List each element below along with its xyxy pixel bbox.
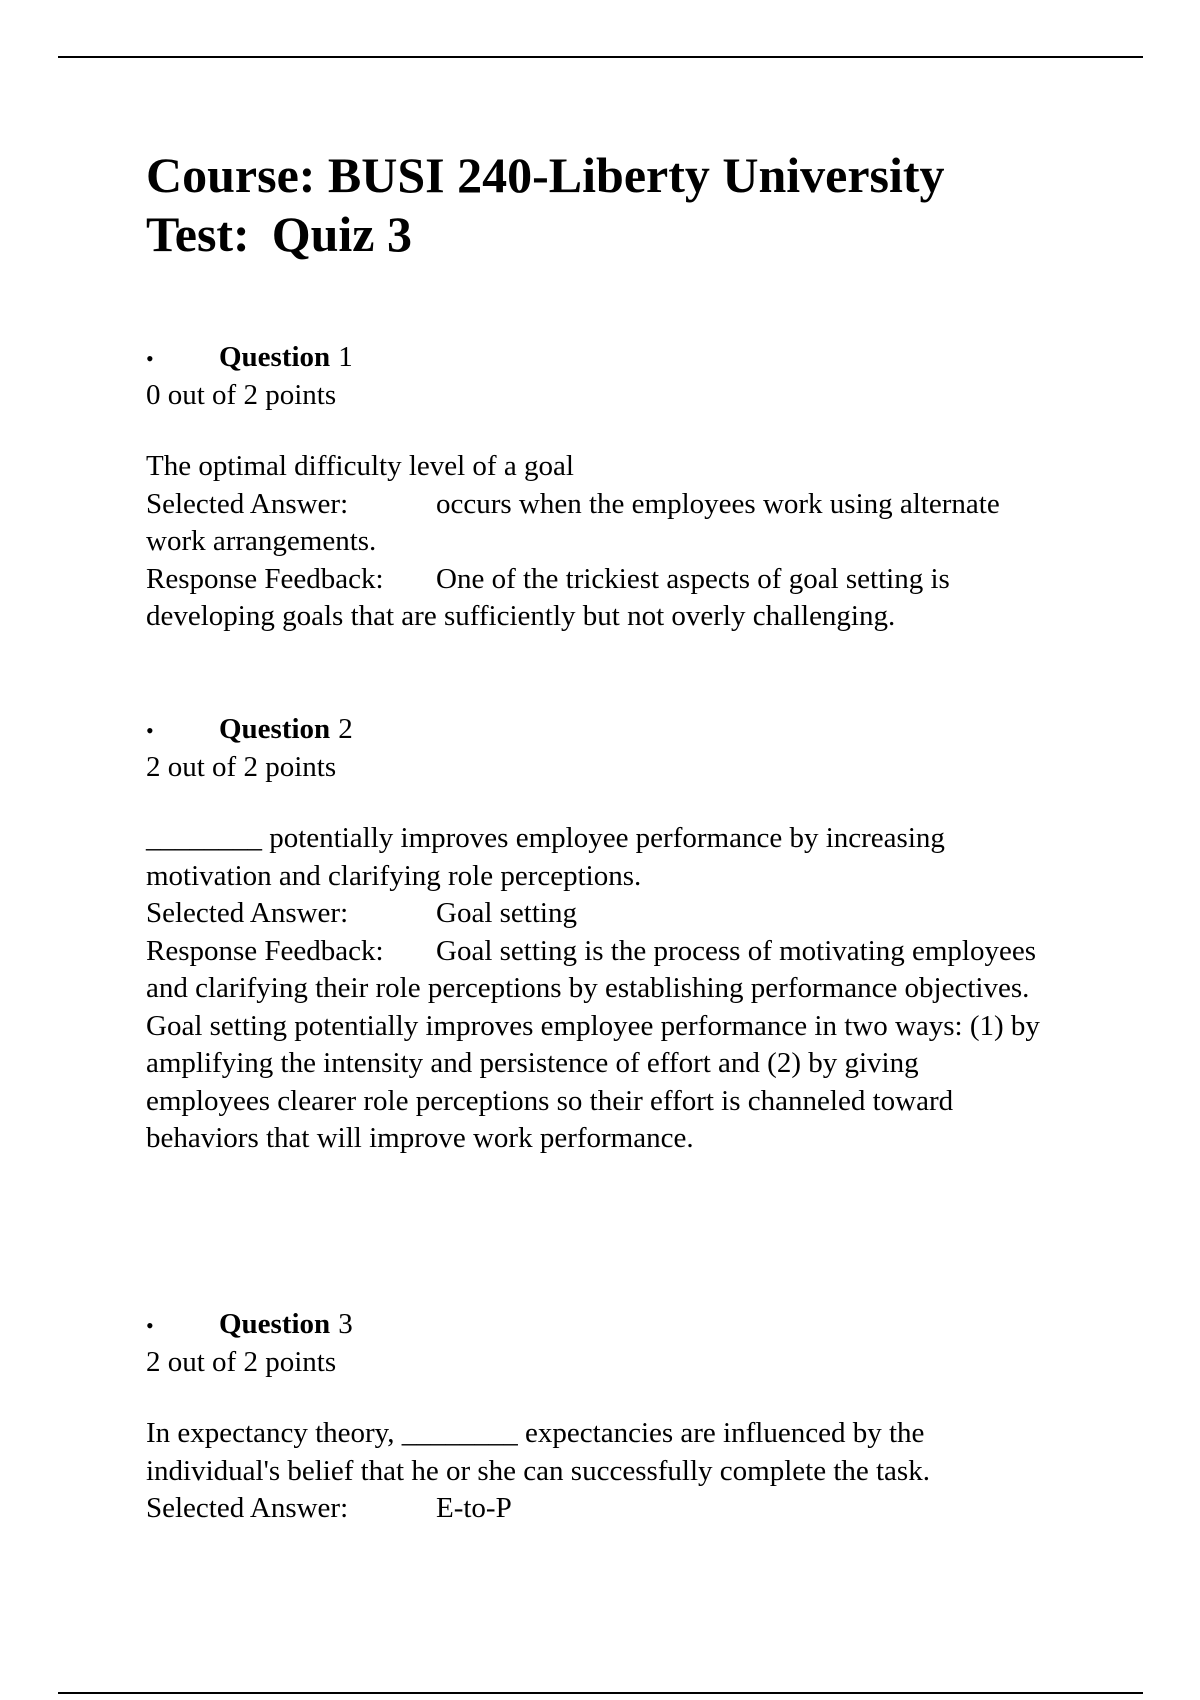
question-score: 2 out of 2 points xyxy=(146,1345,337,1378)
question-label: Question xyxy=(219,713,331,745)
question-number: 1 xyxy=(338,341,353,373)
question-score: 0 out of 2 points xyxy=(146,378,337,411)
response-feedback-label: Response Feedback: xyxy=(146,934,384,967)
response-feedback-text: One of the trickiest aspects of goal setting is developing goals that are sufficiently but not overly challenging. xyxy=(146,562,950,632)
selected-answer-label: Selected Answer: xyxy=(146,897,349,929)
question-label: Question xyxy=(219,341,331,373)
question-heading xyxy=(146,1306,1046,1344)
question-text: ________ potentially improves employee performance by increasing motivation and clarifying role perceptions. xyxy=(146,822,945,892)
question-heading xyxy=(146,711,1046,749)
test-label: Test: xyxy=(146,206,250,262)
bullet-icon: • xyxy=(146,346,154,371)
selected-answer-label: Selected Answer: xyxy=(146,487,349,520)
response-feedback-row xyxy=(146,933,1046,1158)
course-line: Course: BUSI 240-Liberty University xyxy=(146,147,945,203)
bullet-icon: • xyxy=(146,1313,154,1338)
selected-answer-row xyxy=(146,486,1046,561)
bottom-rule xyxy=(58,1692,1143,1694)
question-heading xyxy=(146,339,1046,377)
response-feedback-row xyxy=(146,561,1046,636)
bullet-icon: • xyxy=(146,718,154,743)
selected-answer-label: Selected Answer: xyxy=(146,1492,349,1524)
top-rule xyxy=(58,56,1143,58)
question-text: The optimal difficulty level of a goal xyxy=(146,450,574,482)
page-title xyxy=(146,146,945,264)
selected-answer-value: E-to-P xyxy=(436,1492,512,1524)
question-block-2 xyxy=(146,711,1046,1158)
selected-answer-row xyxy=(146,895,1046,933)
selected-answer-value: occurs when the employees work using alternate work arrangements. xyxy=(146,487,1000,557)
question-score: 2 out of 2 points xyxy=(146,750,337,783)
test-name: Quiz 3 xyxy=(271,206,413,262)
question-number: 2 xyxy=(338,713,353,745)
question-text: In expectancy theory, ________ expectancies are influenced by the individual's belief that he or she can successfully complete the task. xyxy=(146,1417,930,1487)
response-feedback-label: Response Feedback: xyxy=(146,562,384,595)
response-feedback-text: Goal setting is the process of motivating employees and clarifying their role perceptions by establishing performance objectives. Goal setting potentially improves employee performance in two ways: (1) by amplifying the intensity and persistence of effort and (2) by giving employees clearer role perceptions so their effort is channeled toward behaviors that will improve work performance. xyxy=(146,934,1040,1154)
question-label: Question xyxy=(219,1308,331,1340)
question-block-1 xyxy=(146,339,1046,636)
question-block-3 xyxy=(146,1306,1046,1528)
selected-answer-row xyxy=(146,1490,1046,1528)
question-number: 3 xyxy=(338,1308,353,1340)
selected-answer-value: Goal setting xyxy=(436,897,577,929)
